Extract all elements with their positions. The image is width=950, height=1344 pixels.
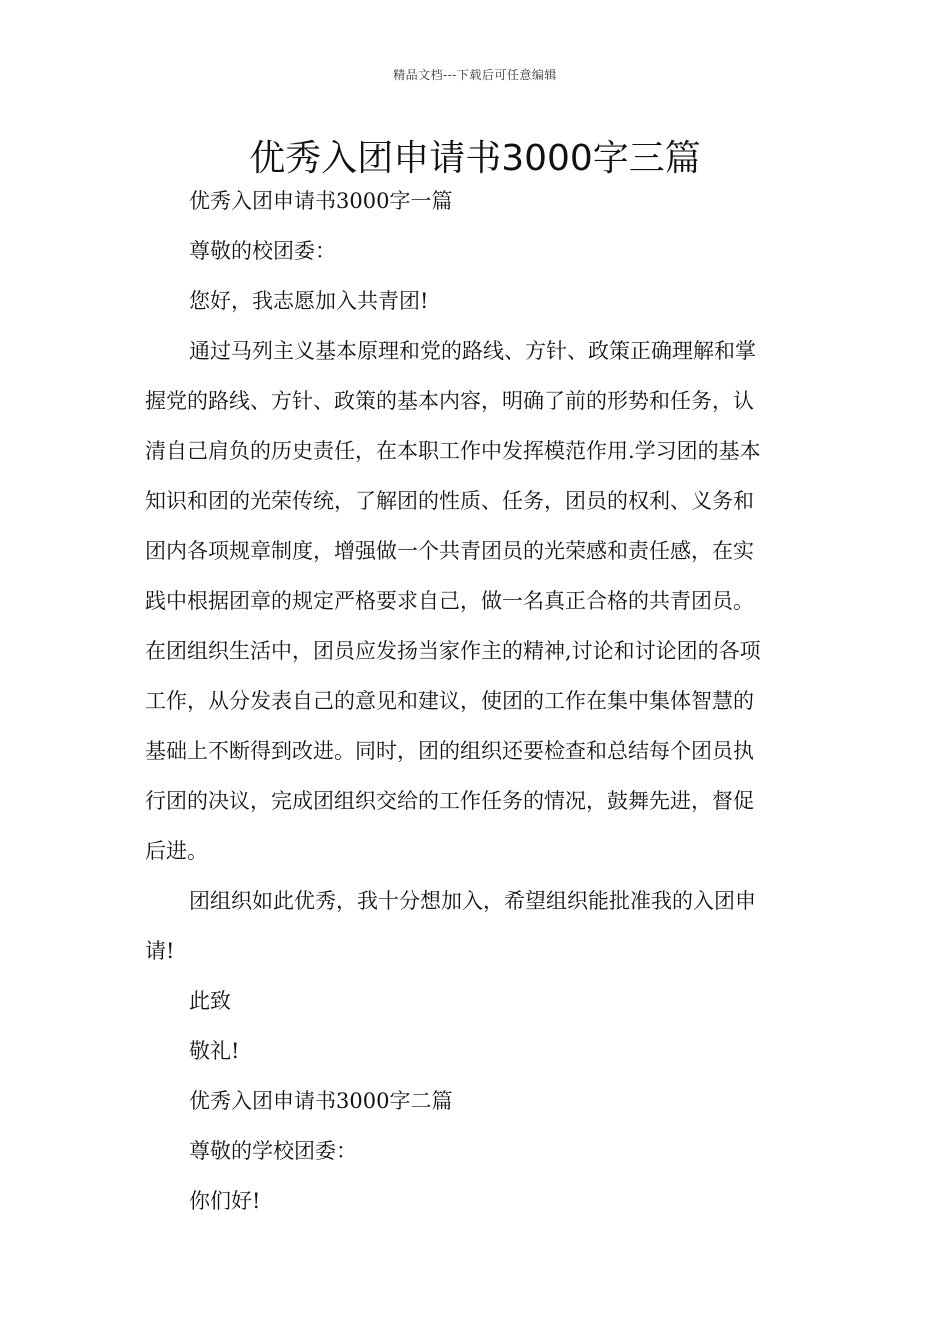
subtitle-part-one: 优秀入团申请书3000字一篇 <box>189 189 453 213</box>
greeting: 你们好! <box>189 1189 261 1213</box>
salutation: 尊敬的学校团委： <box>189 1139 357 1163</box>
body-line: 后进。 <box>145 839 208 863</box>
body-line: 知识和团的光荣传统，了解团的性质、任务，团员的权利、义务和 <box>145 489 754 513</box>
body-line: 通过马列主义基本原理和党的路线、方针、政策正确理解和掌 <box>189 339 756 363</box>
closing-salute: 敬礼! <box>189 1039 240 1063</box>
document-body <box>145 176 805 1226</box>
body-line: 行团的决议，完成团组织交给的工作任务的情况，鼓舞先进，督促 <box>145 789 754 813</box>
body-line: 工作，从分发表自己的意见和建议，使团的工作在集中集体智慧的 <box>145 689 754 713</box>
greeting: 您好，我志愿加入共青团! <box>189 289 429 313</box>
document-title: 优秀入团申请书3000字三篇 <box>249 138 701 179</box>
body-line: 请! <box>145 939 175 963</box>
body-line: 握党的路线、方针、政策的基本内容，明确了前的形势和任务，认 <box>145 389 754 413</box>
body-line: 团内各项规章制度，增强做一个共青团员的光荣感和责任感，在实 <box>145 539 754 563</box>
body-line: 基础上不断得到改进。同时，团的组织还要检查和总结每个团员执 <box>145 739 754 763</box>
closing-line: 此致 <box>189 989 231 1013</box>
header-note: 精品文档---下载后可任意编辑 <box>393 68 557 82</box>
body-line: 团组织如此优秀，我十分想加入，希望组织能批准我的入团申 <box>189 889 756 913</box>
body-line: 在团组织生活中，团员应发扬当家作主的精神,讨论和讨论团的各项 <box>145 639 761 663</box>
body-line: 践中根据团章的规定严格要求自己，做一名真正合格的共青团员。 <box>145 589 754 613</box>
body-line: 清自己肩负的历史责任，在本职工作中发挥模范作用.学习团的基本 <box>145 439 761 463</box>
salutation: 尊敬的校团委： <box>189 239 336 263</box>
subtitle-part-two: 优秀入团申请书3000字二篇 <box>189 1089 453 1113</box>
